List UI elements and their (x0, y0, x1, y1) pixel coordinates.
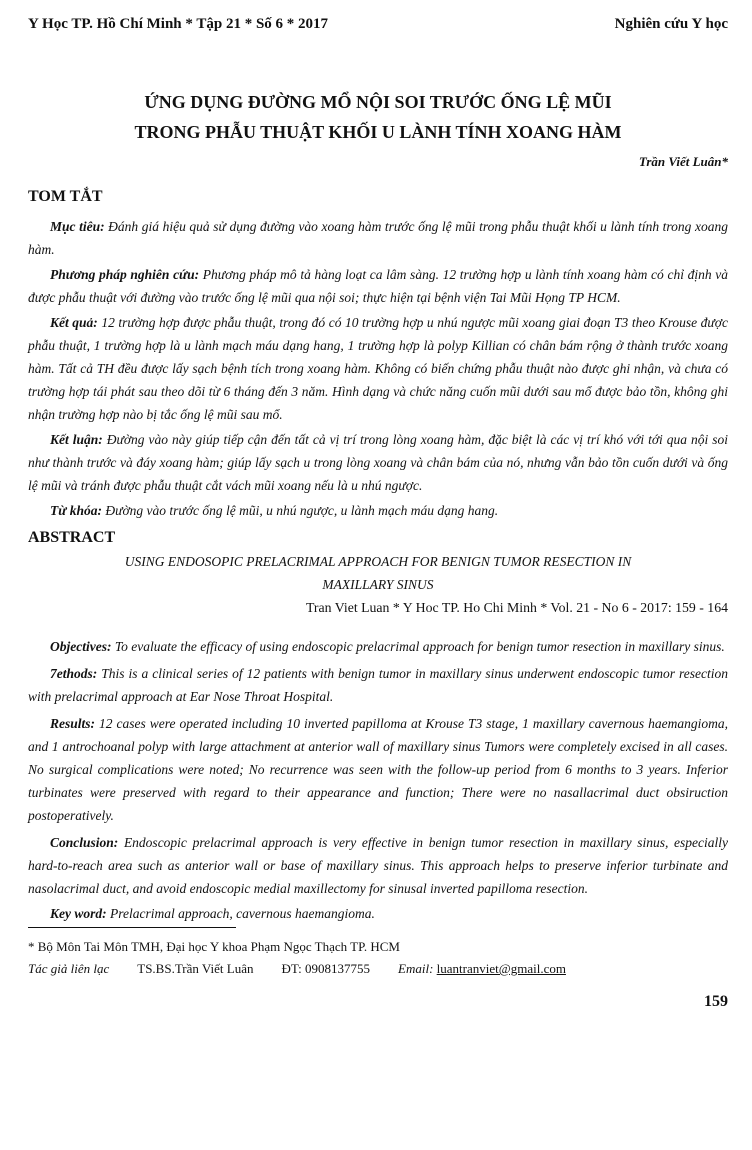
text: 12 trường hợp được phẫu thuật, trong đó có 10 trường hợp u nhú ngược mũi xoang giai đoạn T3 theo Krouse được phẫu thuật, 1 trường hợp là u lành mạch máu dạng hang, 1 trường hợp là polyp Killian có chân bám rộng ở thành trước xoang hàm. Tất cả TH đều được lấy sạch bệnh tích trong xoang hàm. Không có biến chứng phẫu thuật nào được ghi nhận, và chưa có trường hợp tái phát sau theo dõi từ 6 tháng đến 3 năm. Hình dạng và chức năng cuốn mũi dưới sau mổ được bảo tồn, không ghi nhận trường hợp nào bị tắc ống lệ mũi sau mổ. (28, 315, 728, 422)
en-abstract-heading: ABSTRACT (28, 529, 116, 546)
author: Trần Viết Luân* (638, 154, 728, 169)
label: Conclusion: (50, 835, 119, 850)
label: Kết luận: (50, 432, 103, 447)
contact-name: TS.BS.Trần Viết Luân (137, 961, 254, 976)
vi-abstract-heading: TOM TẮT (28, 188, 103, 205)
text: Đánh giá hiệu quả sử dụng đường vào xoang hàm trước ống lệ mũi trong phẫu thuật khối u lành tính trong xoang hàm. (28, 219, 728, 257)
title-line-1: ỨNG DỤNG ĐƯỜNG MỔ NỘI SOI TRƯỚC ỐNG LỆ MŨI (144, 92, 612, 112)
email-link[interactable]: luantranviet@gmail.com (436, 961, 566, 976)
email-label: Email: (398, 961, 434, 976)
journal-header: Y Học TP. Hồ Chí Minh * Tập 21 * Số 6 * 2017 (28, 16, 329, 32)
text: Đường vào trước ống lệ mũi, u nhú ngược, u lành mạch máu dạng hang. (101, 503, 499, 518)
vi-keywords (28, 499, 728, 522)
en-objectives (28, 635, 728, 658)
en-results (28, 712, 728, 827)
vi-methods (28, 263, 728, 309)
text: Prelacrimal approach, cavernous haemangioma. (106, 906, 375, 921)
label: Objectives: (50, 639, 112, 654)
vi-objective (28, 215, 728, 261)
en-methods (28, 662, 728, 708)
footnote-divider (28, 927, 236, 928)
en-keyword (28, 902, 728, 925)
label: Key word: (50, 906, 107, 921)
section-header: Nghiên cứu Y học (614, 16, 728, 32)
vi-results (28, 311, 728, 426)
label: Mục tiêu: (50, 219, 105, 234)
citation: Tran Viet Luan * Y Hoc TP. Ho Chi Minh * Vol. 21 - No 6 - 2017: 159 - 164 (305, 600, 728, 615)
en-conclusion (28, 831, 728, 900)
text: Phương pháp mô tả hàng loạt ca lâm sàng. 12 trường hợp u lành tính xoang hàm có chỉ định và được phẫu thuật với đường vào trước ống lệ mũi qua nội soi; thực hiện tại bệnh viện Tai Mũi Họng TP HCM. (28, 267, 728, 305)
label: Results: (50, 716, 96, 731)
title-line-2: TRONG PHẪU THUẬT KHỐI U LÀNH TÍNH XOANG HÀM (134, 122, 622, 142)
affiliation: * Bộ Môn Tai Môn TMH, Đại học Y khoa Phạm Ngọc Thạch TP. HCM (28, 939, 400, 954)
label: Phương pháp nghiên cứu: (50, 267, 200, 282)
label: Từ khóa: (50, 503, 102, 518)
page-number: 159 (704, 993, 728, 1010)
text: To evaluate the efficacy of using endoscopic prelacrimal approach for benign tumor resection in maxillary sinus. (111, 639, 725, 654)
label: Kết quả: (50, 315, 98, 330)
vi-conclusion (28, 428, 728, 497)
phone: ĐT: 0908137755 (281, 961, 371, 976)
en-title-line-2: MAXILLARY SINUS (322, 577, 434, 592)
text: Endoscopic prelacrimal approach is very effective in benign tumor resection in maxillary sinus, especially hard-to-reach area such as anterior wall or base of maxillary sinus. This approach helps to preserve inferior turbinate and nasolacrimal duct, and avoid endoscopic medial maxillectomy for sinusal inverted papilloma resection. (28, 835, 728, 896)
contact-label: Tác giả liên lạc (28, 961, 110, 976)
text: Đường vào này giúp tiếp cận đến tất cả vị trí trong lòng xoang hàm, đặc biệt là các vị trí khó với tới qua nội soi như thành trước và đáy xoang hàm; giúp lấy sạch u trong lòng xoang và chân bám của nó, nhưng vẫn bảo tồn cuốn dưới và ống lệ mũi và tránh được phẫu thuật cắt vách mũi xoang nếu là u nhú ngược. (28, 432, 728, 493)
text: This is a clinical series of 12 patients with benign tumor in maxillary sinus underwent endoscopic tumor resection with prelacrimal approach at Ear Nose Throat Hospital. (28, 666, 728, 704)
contact-row (28, 958, 728, 980)
label: 7ethods: (50, 666, 98, 681)
running-header (28, 16, 728, 33)
en-title-line-1: USING ENDOSOPIC PRELACRIMAL APPROACH FOR BENIGN TUMOR RESECTION IN (124, 554, 632, 569)
text: 12 cases were operated including 10 inverted papilloma at Krouse T3 stage, 1 maxillary cavernous haemangioma, and 1 antrochoanal polyp with large attachment at anterior wall of maxillary sinus Tumors were completely excised in all cases. No surgical complications were noted; No recurrence was seen with the follow-up period from 6 months to 3 years. Inferior turbinates were preserved with regard to their appearance and function; There were no nasallacrimal duct obsiruction postoperatively. (28, 716, 728, 823)
